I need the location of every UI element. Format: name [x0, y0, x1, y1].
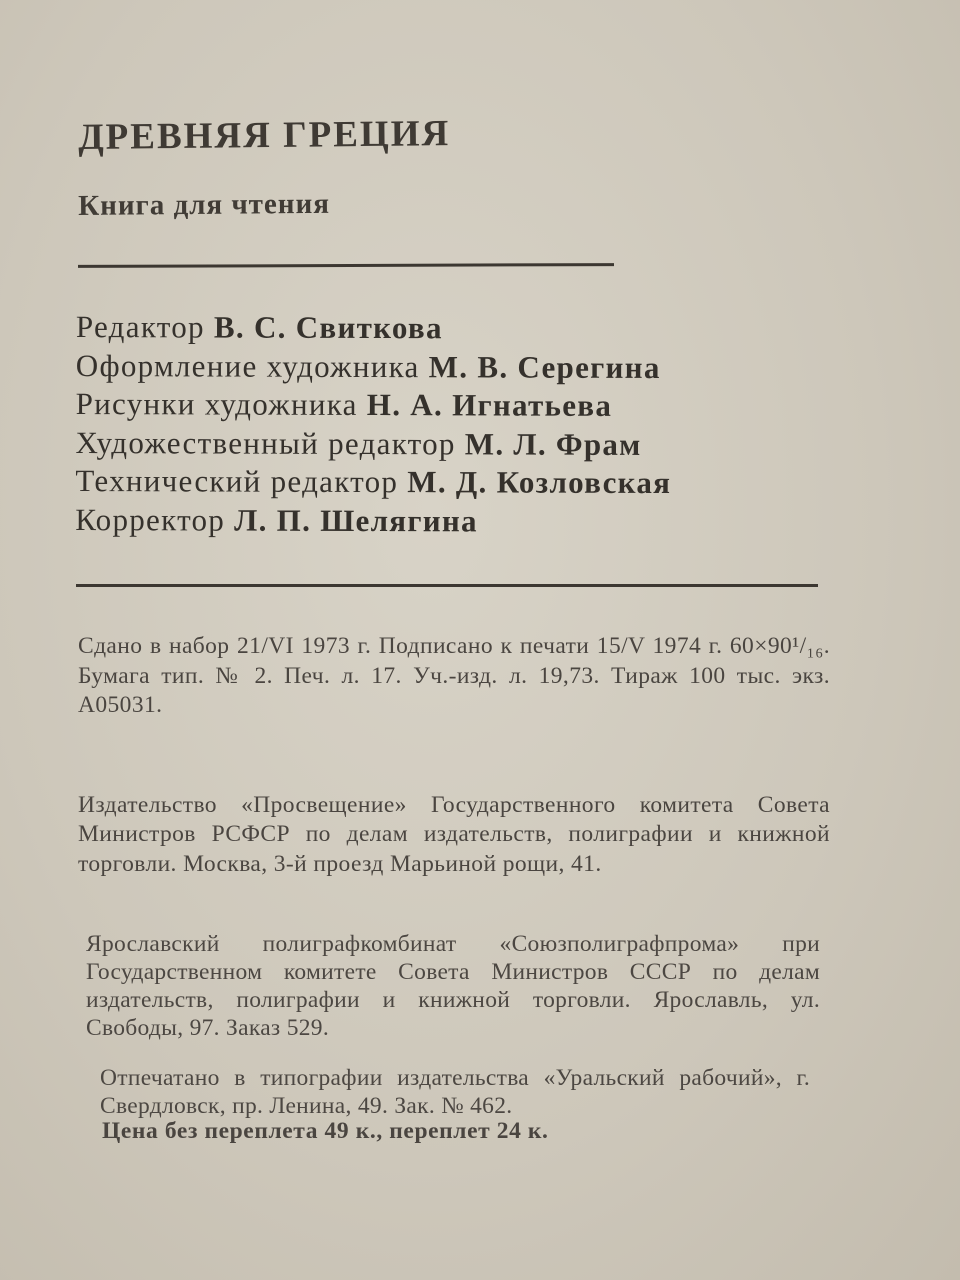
- credit-tech-editor: [75, 462, 855, 503]
- credit-role: Редактор: [75, 309, 205, 345]
- book-subtitle: Книга для чтения: [78, 187, 331, 222]
- credit-design: [76, 346, 856, 387]
- credit-role: Технический редактор: [75, 462, 399, 500]
- credits-block: [75, 308, 856, 542]
- credit-role: Художественный редактор: [75, 424, 456, 461]
- credit-name: М. Л. Фрам: [464, 425, 642, 462]
- price-line: Цена без переплета 49 к., переплет 24 к.: [102, 1118, 549, 1144]
- credit-name: М. В. Серегина: [428, 348, 661, 385]
- imprint-details: [78, 632, 830, 721]
- credit-illustrations: [76, 385, 856, 426]
- credit-name: Н. А. Игнатьева: [366, 387, 613, 423]
- printer-secondary-text: Отпечатано в типографии издательства «Уральский рабочий», г. Свердловск, пр. Ленина, 49. Зак. № 462.: [100, 1064, 810, 1119]
- credit-art-editor: [75, 423, 855, 464]
- printer-text: Ярославский полиграфкомбинат «Союзполиграфпрома» при Государственном комитете Совета Министров СССР по делам издательств, полиграфии и книжной торговли. Ярославль, ул. Свободы, 97. Заказ 529.: [86, 930, 820, 1041]
- publisher-text: Издательство «Просвещение» Государственного комитета Совета Министров РСФСР по делам издательств, полиграфии и книжной торговли. Москва, 3-й проезд Марьиной рощи, 41.: [78, 791, 830, 877]
- credit-name: В. С. Свиткова: [213, 309, 443, 346]
- divider-top: [78, 263, 614, 268]
- imprint-text: Сдано в набор 21/VI 1973 г. Подписано к печати 15/V 1974 г. 60×90¹/₁₆. Бумага тип. № 2. Печ. л. 17. Уч.-изд. л. 19,73. Тираж 100 тыс. экз. А05031.: [78, 633, 830, 718]
- credit-name: Л. П. Шелягина: [234, 502, 478, 538]
- credit-role: Корректор: [75, 501, 226, 538]
- divider-bottom: [76, 584, 818, 587]
- credit-role: Оформление художника: [75, 347, 420, 384]
- credit-proofreader: [75, 500, 855, 541]
- publisher-info: [78, 767, 830, 903]
- credit-editor: [76, 308, 856, 349]
- credit-name: М. Д. Козловская: [407, 464, 672, 501]
- book-title: ДРЕВНЯЯ ГРЕЦИЯ: [78, 113, 451, 158]
- credit-role: Рисунки художника: [75, 385, 358, 422]
